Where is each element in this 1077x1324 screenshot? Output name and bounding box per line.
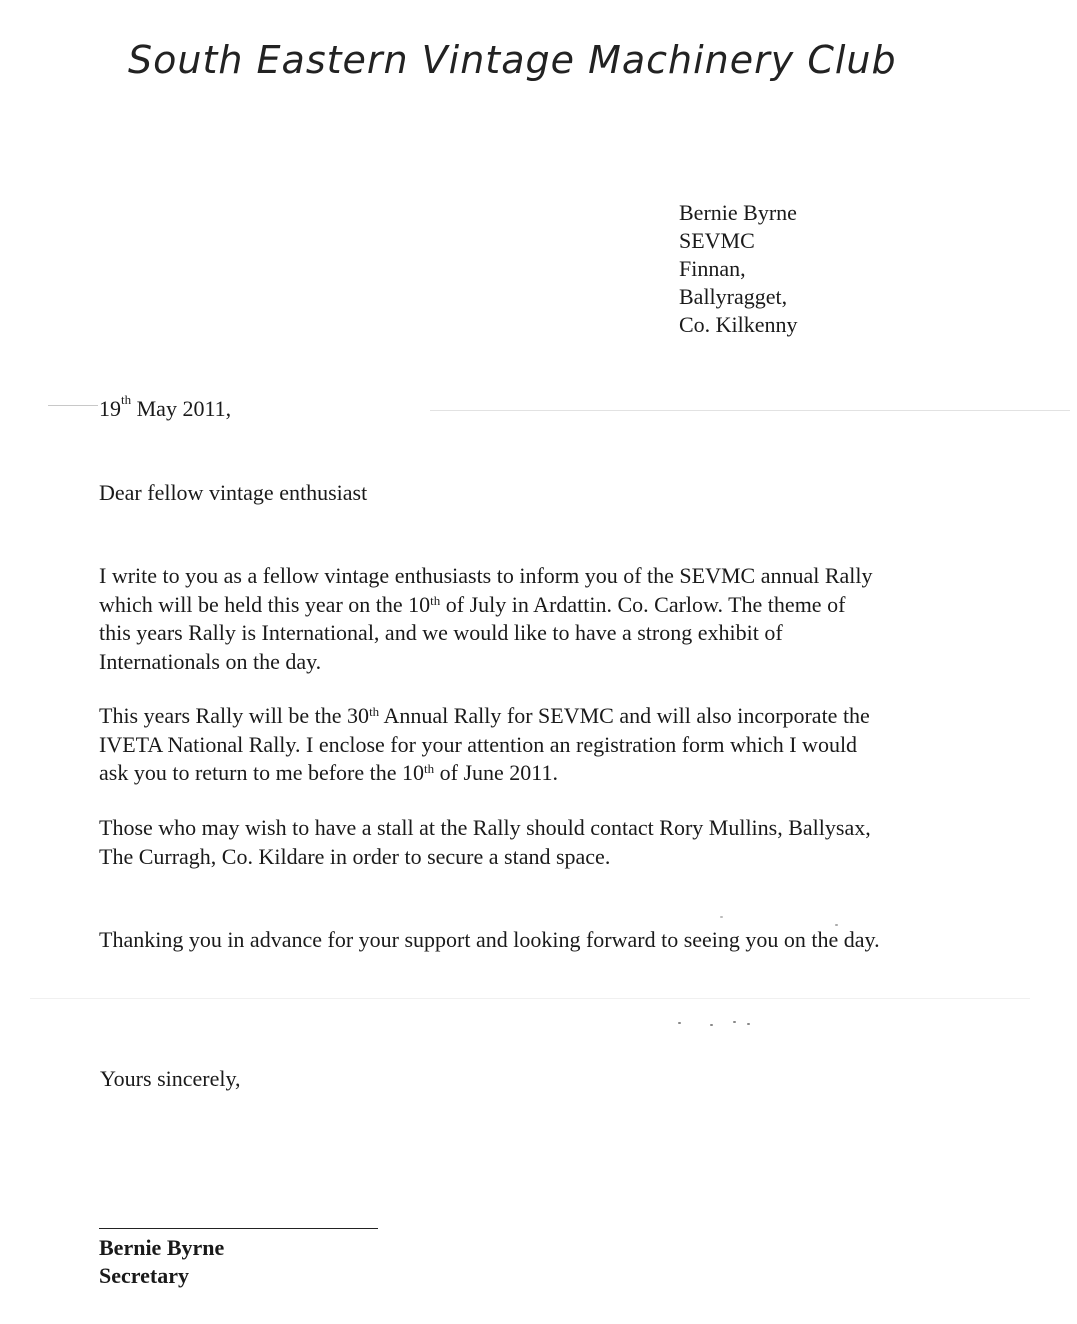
signature-line	[99, 1228, 378, 1229]
paragraph-line: Thanking you in advance for your support and looking forward to seeing you on the day.	[99, 927, 880, 952]
signature-block	[99, 1234, 224, 1290]
ordinal-suffix: th	[430, 592, 441, 608]
paragraph-stall-contact	[99, 814, 969, 871]
scan-speck	[835, 924, 838, 926]
salutation: Dear fellow vintage enthusiast	[99, 480, 368, 505]
address-line-townland: Finnan,	[679, 256, 746, 281]
paragraph-thanks	[99, 926, 969, 955]
address-line-county: Co. Kilkenny	[679, 312, 798, 337]
scan-fold-line	[430, 410, 1070, 411]
scan-speck	[710, 1024, 713, 1026]
scan-speck	[720, 916, 723, 918]
paragraph-line	[99, 591, 969, 620]
paragraph-line: The Curragh, Co. Kildare in order to secure a stand space.	[99, 843, 611, 869]
address-line-org: SEVMC	[679, 228, 755, 253]
date-month-year: May 2011,	[131, 396, 232, 421]
scan-fold-line	[30, 998, 1030, 999]
paragraph-line	[99, 759, 969, 788]
address-line-town: Ballyragget,	[679, 284, 788, 309]
paragraph-rally-announcement	[99, 562, 969, 676]
closing: Yours sincerely,	[100, 1066, 241, 1091]
letter-date	[99, 392, 232, 422]
ordinal-suffix: th	[369, 704, 380, 719]
paragraph-line: Internationals on the day.	[99, 648, 322, 674]
paragraph-registration	[99, 702, 969, 788]
text-span: ask you to return to me before the 10	[99, 760, 425, 785]
text-span: This years Rally will be the 30	[99, 703, 370, 728]
paragraph-line	[99, 702, 969, 731]
signer-name: Bernie Byrne	[99, 1235, 225, 1260]
scan-speck	[678, 1022, 681, 1024]
text-span: Annual Rally for SEVMC and will also incorporate the	[379, 703, 870, 728]
address-line-name: Bernie Byrne	[679, 200, 797, 225]
paragraph-line: I write to you as a fellow vintage enthusiasts to inform you of the SEVMC annual Rally	[99, 563, 873, 588]
date-day: 19	[99, 396, 121, 421]
paragraph-line: IVETA National Rally. I enclose for your attention an registration form which I would	[99, 731, 858, 757]
ordinal-suffix: th	[424, 761, 435, 776]
scan-fold-line	[48, 405, 98, 406]
date-day-suffix: th	[121, 392, 132, 407]
scan-speck	[747, 1023, 750, 1025]
text-span: of July in Ardattin. Co. Carlow. The theme of	[440, 591, 846, 617]
sender-address	[679, 199, 798, 339]
paragraph-line: this years Rally is International, and we would like to have a strong exhibit of	[99, 620, 783, 645]
paragraph-line: Those who may wish to have a stall at the Rally should contact Rory Mullins, Ballysax,	[99, 815, 871, 840]
scan-speck	[733, 1021, 736, 1023]
letterhead-club-name: South Eastern Vintage Machinery Club	[128, 38, 897, 82]
signer-title: Secretary	[99, 1263, 189, 1288]
text-span: of June 2011.	[434, 760, 558, 785]
text-span: which will be held this year on the 10	[99, 591, 431, 617]
